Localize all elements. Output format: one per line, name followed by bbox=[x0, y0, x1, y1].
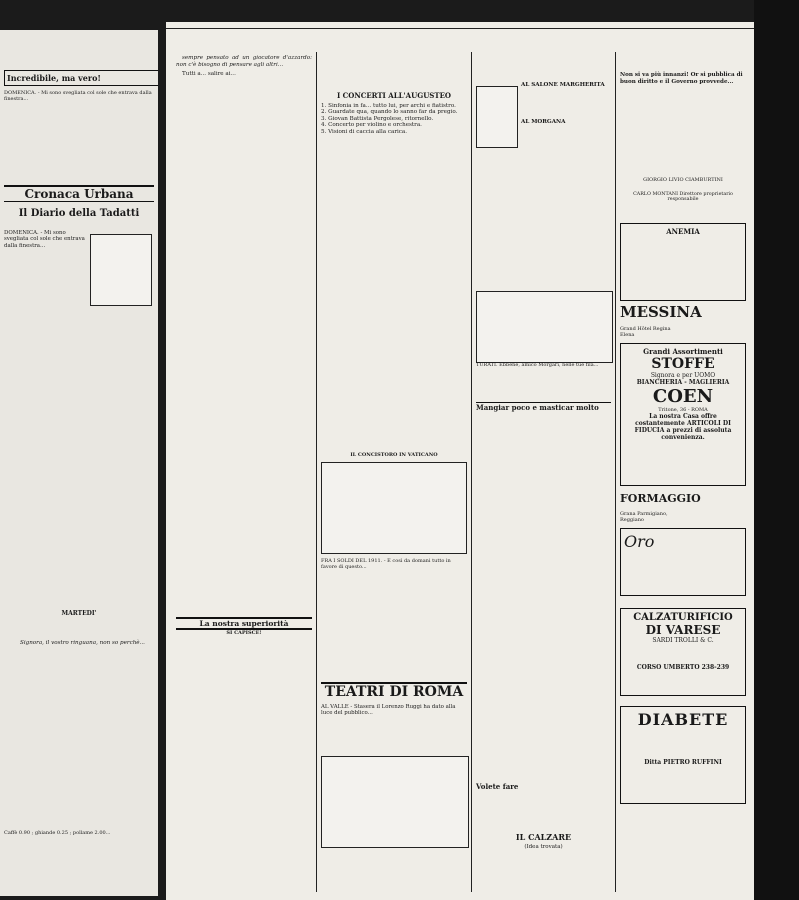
formaggio-ad bbox=[620, 487, 746, 525]
left-intro-text: DOMENICA. - Mi sono svegliata col sole che entrava dalla finestra... bbox=[4, 90, 152, 102]
diary-text: DOMENICA. - Mi sono svegliata col sole che entrava dalla finestra... bbox=[4, 230, 85, 249]
superiority-title: La nostra superiorità bbox=[176, 617, 312, 630]
turati-caption: TURATI. Ebbene, amico Morgari, nelle tue fila... bbox=[476, 362, 599, 368]
theatres-cartoon bbox=[321, 756, 469, 848]
stoffe-line5: La nostra Casa offre costantemente ARTICOLI DI FIDUCIA a prezzi di assoluta convenienza. bbox=[634, 413, 732, 441]
concert-item: 4. Concerto per violino e orchestra. bbox=[321, 122, 422, 129]
coen-address: Tritone, 36 - ROMA bbox=[658, 407, 708, 413]
theatres-title: TEATRI DI ROMA bbox=[321, 682, 467, 700]
column-1 bbox=[176, 52, 312, 612]
book-edge bbox=[754, 0, 799, 900]
concerts-title: I CONCERTI ALL'AUGUSTEO bbox=[336, 91, 452, 100]
calzaturificio-ad bbox=[620, 608, 746, 696]
concistoro-cartoon bbox=[321, 462, 467, 554]
left-footer: Caffè 0.90 ; ghiande 0.25 ; pollame 2.00... bbox=[4, 830, 111, 836]
mangiar-title: Mangiar poco e masticar molto bbox=[476, 402, 611, 412]
stoffe-line2: STOFFE bbox=[651, 356, 715, 372]
theatres-body: AL VALLE - Stasera il Lorenzo Ruggi ha dato alla luce del pubblico... bbox=[321, 704, 456, 717]
diary-title: Il Diario della Tadatti bbox=[18, 208, 140, 219]
calzature-line1: CALZATURIFICIO bbox=[633, 612, 733, 623]
concert-item: 5. Visioni di caccia alla carica. bbox=[321, 128, 408, 135]
portrait-sketch bbox=[476, 86, 518, 148]
volete-title: Volete fare bbox=[476, 782, 519, 791]
stoffe-line3: Signora e per UOMO bbox=[650, 372, 716, 379]
column-2 bbox=[321, 90, 467, 490]
oro-script: Oro bbox=[624, 532, 655, 551]
col1-lead: sempre pensato ad un giocatore d'azzardo: non c'è bisogno di pensare agli altri... bbox=[176, 55, 312, 68]
concistoro-caption: FRA I SOLDI DEL 1911. - E così da domani tutto in favore di questo... bbox=[321, 558, 451, 570]
messina-hotel: Grand Hôtel Regina Elena bbox=[620, 325, 671, 338]
stoffe-line1: Grandi Assortimenti bbox=[643, 347, 723, 356]
col3-head: AL SALONE MARGHERITA bbox=[521, 82, 605, 88]
diabete-title: DIABETE bbox=[637, 710, 729, 729]
messina-title: MESSINA bbox=[620, 303, 702, 321]
superiority-sub: SI CAPISCE! bbox=[226, 630, 262, 636]
col1-quote: Tutti a... salire ai... bbox=[182, 71, 236, 78]
formaggio-title: FORMAGGIO bbox=[620, 492, 701, 505]
calzature-line2: DI VARESE bbox=[645, 623, 721, 637]
oro-ad bbox=[620, 528, 746, 596]
concert-item: 1. Sinfonia in fa... tutto lui, per archi e fiatistro. bbox=[321, 102, 456, 109]
concert-item: 3. Giovan Battista Pergolese, ritornello. bbox=[321, 115, 434, 122]
column-3 bbox=[476, 82, 611, 482]
stoffe-ad bbox=[620, 343, 746, 486]
anemia-title: ANEMIA bbox=[666, 227, 700, 236]
left-headline: Incredibile, ma vero! bbox=[4, 70, 158, 86]
diabete-sub: Ditta PIETRO RUFFINI bbox=[644, 759, 722, 766]
right-page bbox=[166, 22, 754, 900]
concistoro-title: IL CONCISTORO IN VATICANO bbox=[350, 452, 438, 458]
signature: GIORGIO LIVIO CIAMBURTINI bbox=[643, 177, 723, 183]
messina-ad bbox=[620, 302, 746, 340]
concert-item: 2. Guardate qua, quando lo sanno far da pregio. bbox=[321, 109, 458, 116]
calzare-title: IL CALZARE bbox=[515, 832, 572, 842]
left-page bbox=[0, 30, 158, 896]
poem-text: Signora, il vostro ringuana, non so perchè... bbox=[20, 640, 145, 646]
calzature-address: CORSO UMBERTO 238-239 bbox=[636, 664, 730, 671]
formaggio-sub: Grana Parmigiano, Reggiano bbox=[620, 511, 668, 523]
section-title: Cronaca Urbana bbox=[4, 185, 154, 202]
col3-sub: AL MORGANA bbox=[521, 118, 566, 125]
calzature-line3: SARDI TROLLI & C. bbox=[652, 637, 714, 644]
diabete-ad bbox=[620, 706, 746, 804]
diary-illustration bbox=[90, 234, 152, 306]
calzare-sub: (Idea trovata) bbox=[524, 844, 563, 850]
diary-day: MARTEDI' bbox=[61, 610, 97, 617]
coen-name: COEN bbox=[652, 386, 714, 407]
printer: CARLO MONTANI Direttore proprietario responsabile bbox=[633, 192, 733, 202]
stoffe-line4: BIANCHERIA - MAGLIERIA bbox=[636, 379, 730, 386]
concistoro-block bbox=[321, 452, 467, 570]
turati-cartoon bbox=[476, 291, 613, 363]
ads-intro: Non si va più innanzi! Or si pubblica di buon diritto e il Governo provvede... bbox=[620, 72, 743, 85]
concerts-list bbox=[321, 103, 467, 136]
anemia-ad bbox=[620, 223, 746, 301]
superiority-block bbox=[176, 617, 312, 636]
